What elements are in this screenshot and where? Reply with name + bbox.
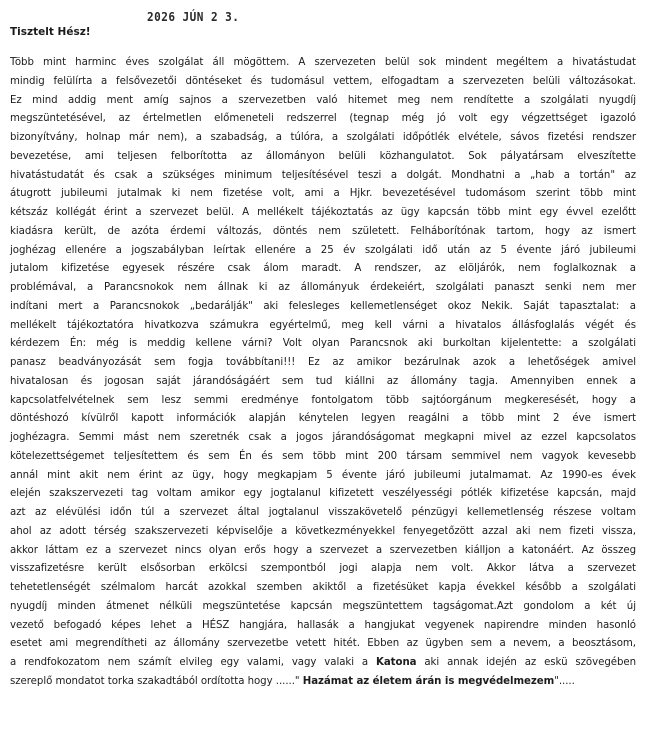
body-line-15: mellékelt tájékoztatóra hivatkozva számukra egyértelmű, meg kell várni a hivatalos állásfoglalás végét és	[10, 319, 636, 331]
letter-body	[10, 54, 636, 692]
body-line-28: visszafizetésre került elsősorban erkölcsi szempontból jogi alapja nem volt. Akkor látva a szervezet	[10, 563, 636, 575]
body-line-24: elején szakszervezeti tag voltam amikor egy jogtalanul kifizetett veszélyességi pótlék kifizetése kapcsán, majd	[10, 488, 636, 500]
body-line-9: kétszáz kollégát érint a szervezet belül. A mellékelt tájékoztatás az ügy kapcsán több mint egy évvel ezelőtt	[10, 207, 636, 218]
body-line-27: akkor láttam ez a szervezet nincs olyan erős hogy a szervezet a szervezetben kiálljon a katonáért. Az összeg	[10, 544, 636, 556]
body-line-14: indítani mert a Parancsnokok „bedarálják" aki felesleges kellemetlenséget okoz Nekik. Saját tapasztalat: a	[10, 300, 636, 312]
body-line-7: hivatástudatát és csak a szükséges minimum teljesítésével teszi a dolgát. Mondhatni a „hab a tortán" az	[10, 169, 636, 181]
body-line-19: kapcsolatfelvételnek sem lesz semmi eredménye fontolgatom több sajtóorgánum megkeresését, hogy a	[10, 394, 636, 406]
body-line-5: bizonyítvány, holnap már nem), a szabadság, a túlóra, a szolgálati időpótlék elvétele, sávos fizetési rendszer	[10, 132, 636, 143]
body-line-18: hivatalosan és jogosan saját járandóságáért sem tud kiállni az állomány tagja. Amennyiben ennek a	[10, 375, 636, 387]
body-line-26: ahol az adott térség szakszervezeti képviselője a következményekkel fenyegetőzött azzal aki nem fizeti vissza,	[10, 525, 636, 537]
oath-quote-emphasis: Hazámat az életem árán is megvédelmezem	[302, 675, 555, 687]
body-line-29: tehetetlenségét szélmalom harcát azokkal szemben akiktől a fizetésüket kapja évekkel később a szolgálati	[10, 582, 636, 593]
body-line-13: problémával, a Parancsnokok nem állnak ki az állományuk érdekeiért, szolgálati panaszt senki nem mer	[10, 282, 636, 293]
body-line-34-text: szereplő mondatot torka szakadtából ordította hogy ......"	[10, 675, 303, 687]
body-line-25: azt az elévülési időn túl a szervezet által jogtalanul visszakövetelő pénzügyi kellemetlenség részese voltam	[10, 507, 636, 518]
body-line-32: esetet ami megrendítheti az állomány szervezetbe vetett hitét. Ebben az ügyben sem a nevem, a beosztásom,	[10, 638, 636, 650]
katona-emphasis: Katona	[376, 657, 417, 668]
body-line-10: kiadásra került, de azóta érdemi változás, döntés nem született. Felháborítónak tartom, hogy az ismert	[10, 225, 636, 237]
body-line-34-tail: ".....	[554, 675, 575, 687]
body-line-6: bevezetése, ami teljesen felborította az állományon belüli közhangulatot. Sok pályatársam elveszítette	[10, 150, 636, 162]
body-line-30: nyugdíj minden átmenet nélküli megszüntetése kapcsán megszüntettem tagságomat.Azt gondolom a két új	[10, 600, 636, 612]
date-stamp: 2026 JÚN 2 3.	[147, 10, 240, 24]
body-line-4: megszüntetésével, az értelmetlen előmeneteli redszerrel (tegnap még jó volt egy végzettséget igazoló	[10, 113, 636, 125]
body-line-11: joghézag ellenére a jogszabályban leírtak ellenére a 25 év szolgálati idő után az 5 évente járó jubileumi	[10, 244, 636, 256]
body-line-33-tail: aki annak idején az eskü szövegében	[416, 657, 636, 668]
body-line-33-text: a rendfokozatom nem számít elvileg egy valami, vagy valaki a	[10, 657, 377, 668]
salutation: Tisztelt Hész!	[10, 26, 91, 38]
body-line-23: annál mint akit nem érint az ügy, hogy megkapjam 5 évente járó jubileumi jutalmamat. Az 1990-es évek	[10, 469, 636, 481]
body-line-22: kötelezettségemet teljesítettem és sem Én és sem több mint 200 társam semmivel nem vagyok kevesebb	[10, 450, 636, 462]
body-line-2: mindig felülírta a felsővezetői döntéseket és tudomásul vettem, elfogadtam a szervezeten belüli változásokat.	[10, 75, 636, 87]
body-line-31: vezető befogadó képes lehet a HÉSZ hangjára, hallasák a hangjukat vegyenek napirendre minden hasonló	[10, 619, 636, 631]
body-line-20: döntéshozó kívülről kapott információk alapján kénytelen legyen reagálni a több mint 2 éve ismert	[10, 413, 636, 425]
body-line-12: jutalom kifizetése egyesek részére csak álom maradt. A rendszer, az elöljárók, nem foglalkoznak a	[10, 263, 636, 275]
body-line-17: panasz beadványozását sem fogja továbbítani!!! Ez az amikor bezárulnak azok a lehetőségek amivel	[10, 357, 636, 368]
body-line-34	[10, 673, 636, 692]
body-line-33	[10, 654, 636, 673]
body-line-21: joghézagra. Semmi mást nem szeretnék csak a jogos járandóságomat megkapni mivel az ezzel kapcsolatos	[10, 432, 636, 443]
body-line-8: átugrott jubileumi jutalmak ki nem fizetése volt, ami a Hjkr. bevezetésével tudomásom szerint több mint	[10, 188, 636, 200]
body-line-16: kérdezem Én: még is meddig kellene várni? Volt olyan Parancsnok aki burkoltan kijelentette: a szolgálati	[10, 338, 636, 350]
body-line-3: Ez mind addig ment amíg sajnos a szervezetben való hitemet meg nem rendítette a szolgálati nyugdíj	[10, 94, 636, 106]
body-line-1: Több mint harminc éves szolgálat áll mögöttem. A szervezeten belül sok mindent megéltem a hivatástudat	[10, 57, 636, 68]
